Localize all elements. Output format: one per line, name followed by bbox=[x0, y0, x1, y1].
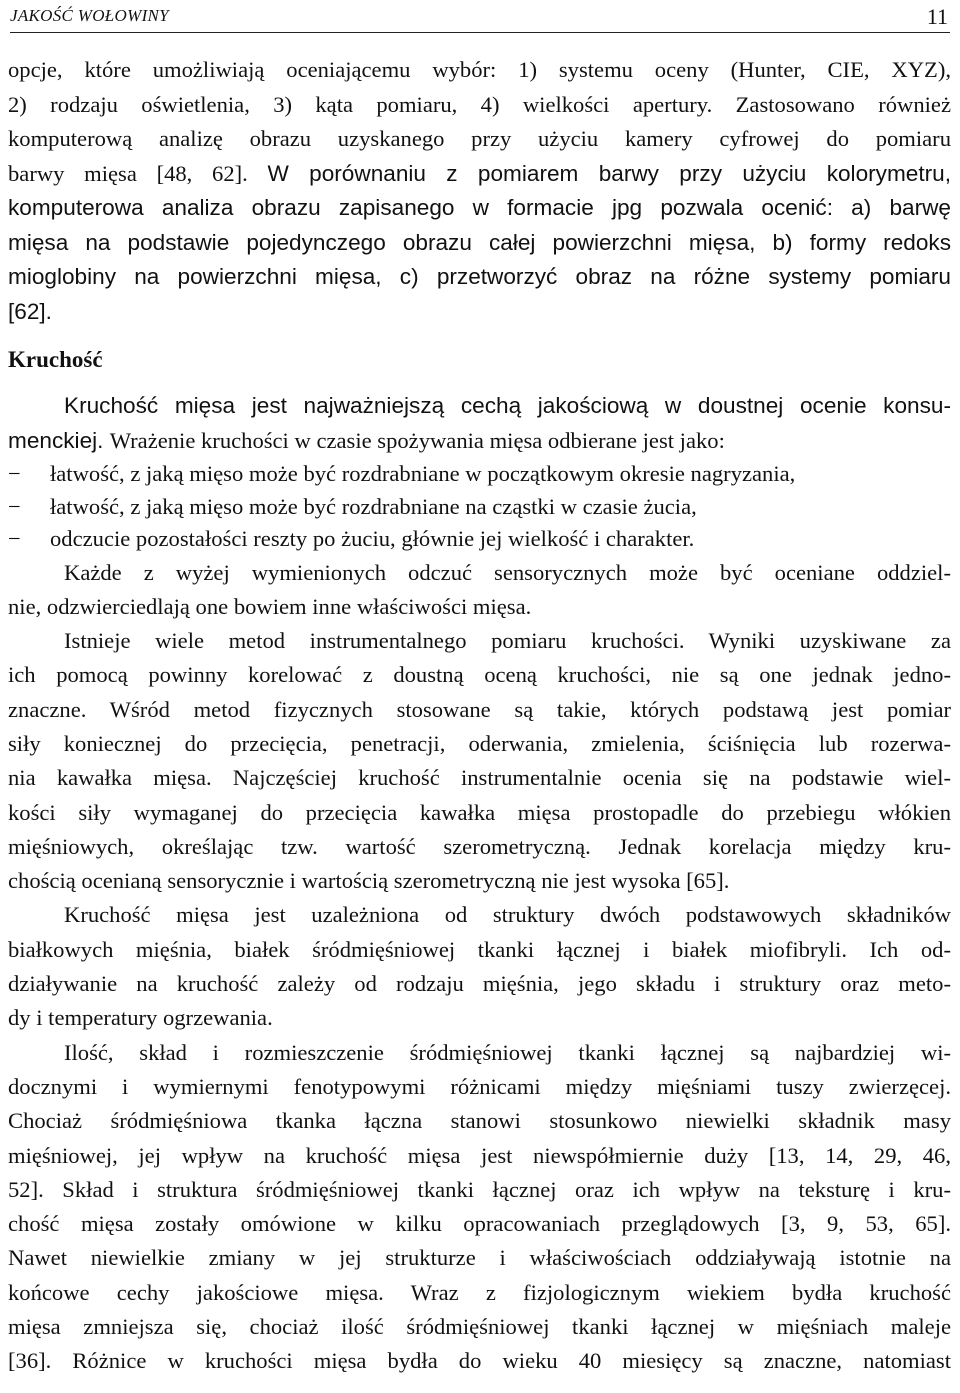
text-line: opcje, które umożliwiają oceniającemu wybór: 1) systemu oceny (Hunter, CIE, XYZ), bbox=[8, 57, 951, 82]
text-line: znaczne. Wśród metod fizycznych stosowane są takie, których podstawą jest pomiar bbox=[8, 696, 951, 722]
text-fragment: barwy mięsa [48, 62]. bbox=[8, 160, 268, 186]
text-fragment: Wrażenie kruchości w czasie spożywania mięsa odbierane jest jako: bbox=[109, 427, 725, 453]
text-line: Istnieje wiele metod instrumentalnego pomiaru kruchości. Wyniki uzyskiwane za bbox=[64, 628, 951, 654]
dash-marker: − bbox=[8, 461, 21, 486]
text-line: Chociaż śródmięśniowa tkanka łączna stanowi stosunkowo niewielki składnik masy bbox=[8, 1108, 951, 1134]
text-line: mięśniowych, określając tzw. wartość szerometryczną. Jednak korelacja między kru- bbox=[8, 833, 951, 859]
paragraph bbox=[8, 898, 951, 1035]
dash-marker: − bbox=[8, 493, 21, 519]
page-header bbox=[10, 6, 950, 33]
page-content bbox=[8, 53, 951, 1379]
section-intro-paragraph bbox=[8, 389, 951, 458]
text-line bbox=[8, 157, 951, 192]
text-line: Kruchość mięsa jest najważniejszą cechą jakościową w doustnej ocenie konsu- bbox=[64, 393, 951, 418]
text-line: mięśniowej, jej wpływ na kruchość mięsa jest niewspółmiernie duży [13, 14, 29, 46, bbox=[8, 1142, 951, 1168]
text-line: 2) rodzaju oświetlenia, 3) kąta pomiaru, 4) wielkości apertury. Zastosowano również bbox=[8, 91, 951, 117]
list-item-text: łatwość, z jaką mięso może być rozdrabniane w początkowym okresie nagryzania, bbox=[50, 461, 796, 486]
section-heading: Kruchość bbox=[8, 347, 103, 372]
paragraph bbox=[8, 624, 951, 898]
intro-paragraph bbox=[8, 53, 951, 329]
list-item bbox=[8, 523, 951, 556]
list-item bbox=[8, 458, 951, 491]
text-line: Kruchość mięsa jest uzależniona od struktury dwóch podstawowych składników bbox=[64, 902, 951, 928]
text-line: mięsa na podstawie pojedynczego obrazu całej powierzchni mięsa, b) formy redoks bbox=[8, 229, 951, 255]
text-line: komputerową analizę obrazu uzyskanego przy użyciu kamery cyfrowej do pomiaru bbox=[8, 126, 951, 151]
text-line: siły koniecznej do przecięcia, penetracji, oderwania, zmielenia, ściśnięcia lub rozerwa- bbox=[8, 730, 951, 756]
text-line: mięsa zmniejsza się, chociaż ilość śródmięśniowej tkanki łącznej w mięśniach maleje bbox=[8, 1314, 951, 1340]
body-paragraphs bbox=[8, 556, 951, 1379]
text-line: chością ocenianą sensorycznie i wartością szerometryczną nie jest wysoka [65]. bbox=[8, 868, 730, 894]
text-line: działywanie na kruchość zależy od rodzaju mięśnia, jego składu i struktury oraz meto- bbox=[8, 971, 951, 997]
text-fragment: W porównaniu z pomiarem barwy przy użyciu kolorymetru, bbox=[267, 160, 951, 186]
list-item bbox=[8, 491, 951, 524]
text-line: Nawet niewielkie zmiany w jej strukturze i właściwościach oddziaływają istotnie na bbox=[8, 1245, 951, 1271]
list-item-text: łatwość, z jaką mięso może być rozdrabniane na cząstki w czasie żucia, bbox=[50, 493, 697, 519]
text-line: dy i temperatury ogrzewania. bbox=[8, 1005, 273, 1031]
dash-marker: − bbox=[8, 526, 21, 551]
text-fragment: menckiej. bbox=[8, 427, 110, 453]
text-line: Każde z wyżej wymienionych odczuć sensorycznych może być oceniane oddziel- bbox=[64, 559, 951, 585]
list-item-text: odczucie pozostałości reszty po żuciu, głównie jej wielkość i charakter. bbox=[50, 526, 695, 551]
dash-list bbox=[8, 458, 951, 556]
running-title: JAKOŚĆ WOŁOWINY bbox=[10, 6, 169, 25]
paragraph bbox=[8, 1036, 951, 1379]
text-line: kości siły wymaganej do przecięcia kawałka mięsa prostopadle do przebiegu włókien bbox=[8, 799, 951, 825]
text-line: nia kawałka mięsa. Najczęściej kruchość instrumentalnie ocenia się na podstawie wiel- bbox=[8, 765, 951, 791]
text-line: docznymi i wymiernymi fenotypowymi różnicami między mięśniami tuszy zwierzęcej. bbox=[8, 1073, 951, 1099]
page-number: 11 bbox=[926, 4, 948, 29]
text-line: komputerowa analiza obrazu zapisanego w formacie jpg pozwala ocenić: a) barwę bbox=[8, 195, 951, 220]
text-line: białkowych mięśnia, białek śródmięśniowej tkanki łącznej i białek miofibryli. Ich od- bbox=[8, 936, 951, 962]
text-line: mioglobiny na powierzchni mięsa, c) przetworzyć obraz na różne systemy pomiaru bbox=[8, 264, 951, 289]
text-line: Ilość, skład i rozmieszczenie śródmięśniowej tkanki łącznej są najbardziej wi- bbox=[64, 1039, 951, 1065]
text-line: chość mięsa zostały omówione w kilku opracowaniach przeglądowych [3, 9, 53, 65]. bbox=[8, 1211, 951, 1237]
text-line bbox=[8, 424, 951, 459]
paragraph bbox=[8, 556, 951, 625]
text-line: 52]. Skład i struktura śródmięśniowej tkanki łącznej oraz ich wpływ na teksturę i kru- bbox=[8, 1176, 951, 1202]
text-line: ich pomocą powinny korelować z doustną oceną kruchości, nie są one jednak jedno- bbox=[8, 662, 951, 688]
text-line: nie, odzwierciedlają one bowiem inne właściwości mięsa. bbox=[8, 593, 532, 619]
text-line: [62]. bbox=[8, 298, 52, 324]
text-line: końcowe cechy jakościowe mięsa. Wraz z fizjologicznym wiekiem bydła kruchość bbox=[8, 1279, 951, 1305]
text-line: [36]. Różnice w kruchości mięsa bydła do wieku 40 miesięcy są znaczne, natomiast bbox=[8, 1348, 951, 1374]
